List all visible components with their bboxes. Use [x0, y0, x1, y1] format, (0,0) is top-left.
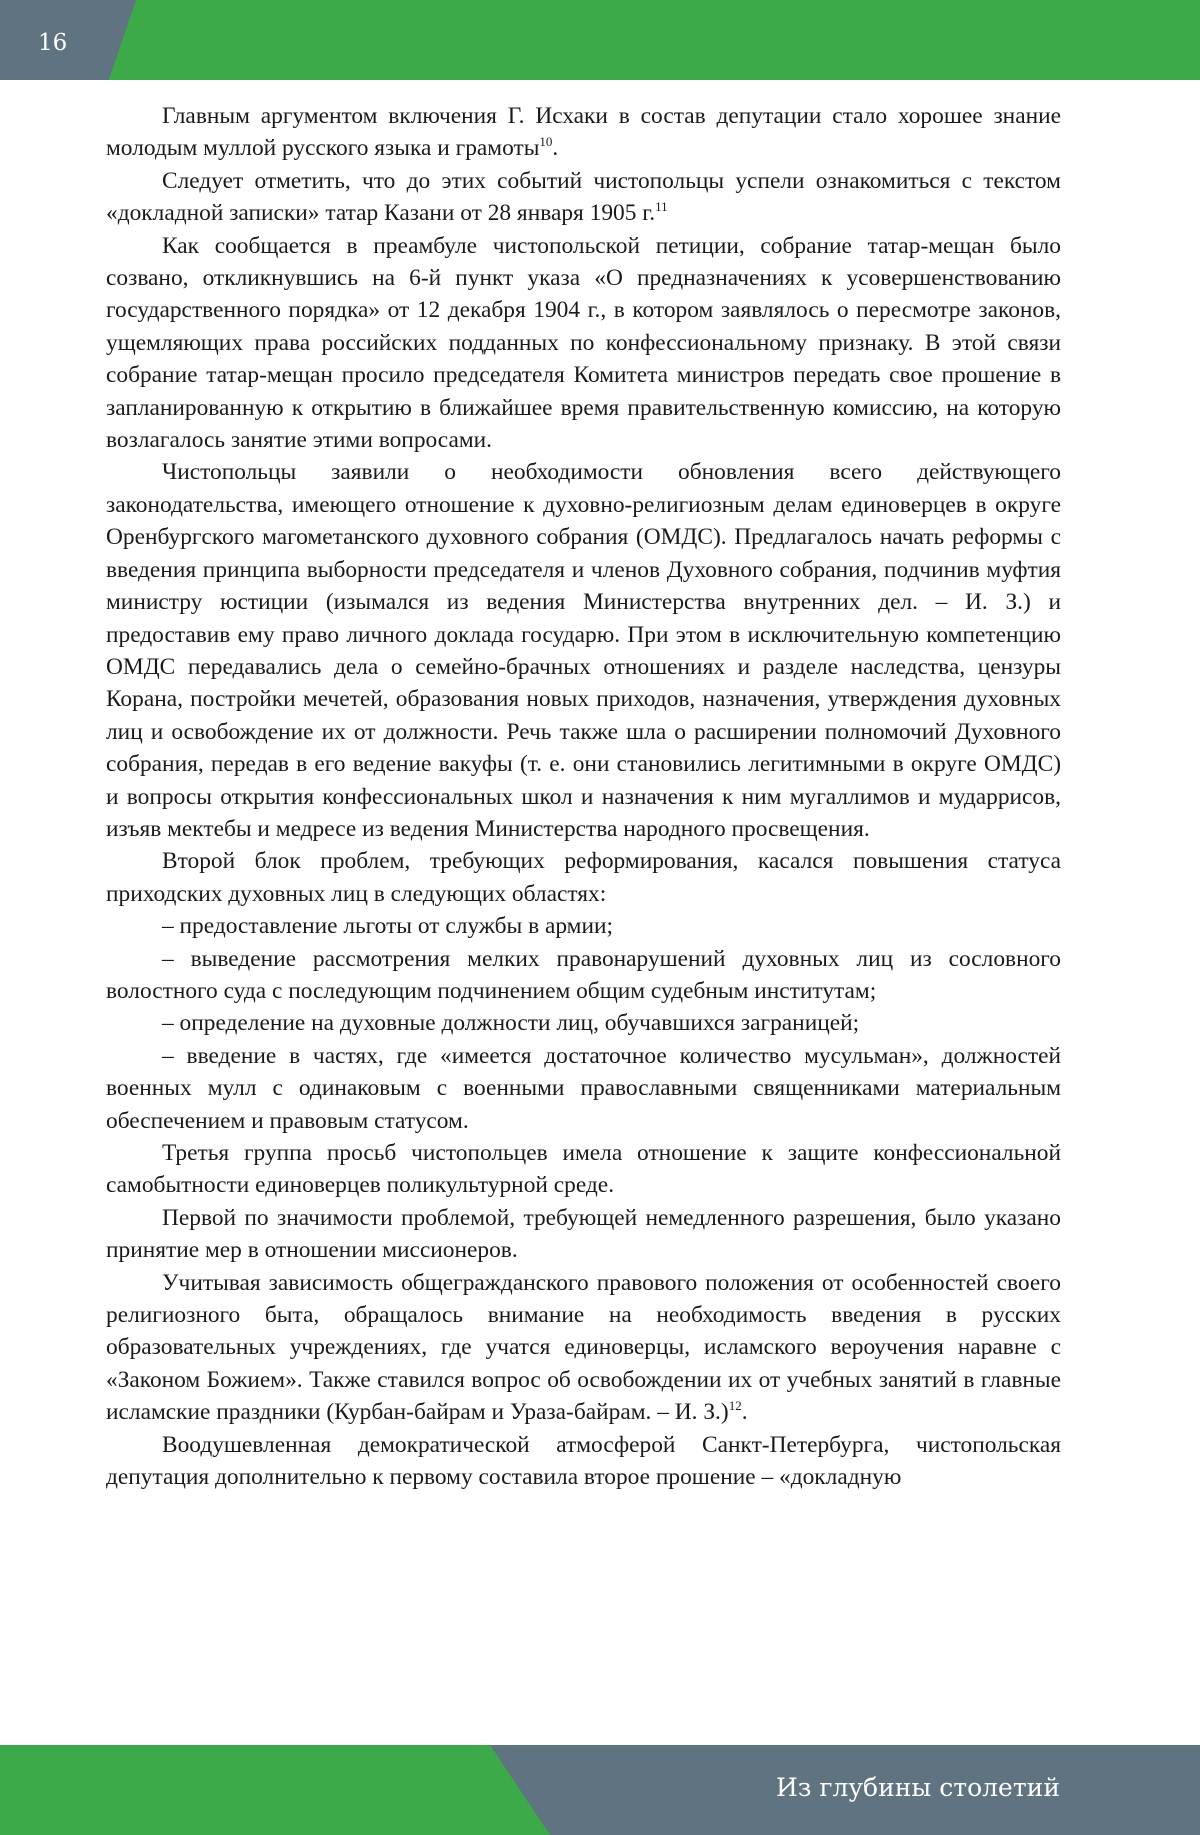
article-body	[106, 100, 1061, 1493]
header-bar	[0, 0, 1200, 80]
paragraph: Как сообщается в преамбуле чистопольской петиции, собрание татар-мещан было созвано, откликнувшись на 6-й пункт указа «О предназначениях к усовершенствованию государственного порядка» от 12 декабря 1904 г., в котором заявлялось о пересмотре законов, ущемляющих права российских подданных по конфессиональному признаку. В этой связи собрание татар-мещан просило председателя Комитета министров передать свое прошение в запланированную к открытию в ближайшее время правительственную комиссию, на которую возлагалось занятие этими вопросами.	[106, 232, 1061, 454]
footer-bar	[0, 1745, 1200, 1835]
paragraph: Следует отметить, что до этих событий чистопольцы успели ознакомиться с текстом «докладной записки» татар Казани от 28 января 1905 г.$^{11}$	[106, 167, 1061, 227]
paragraph: Главным аргументом включения Г. Исхаки в состав депутации стало хорошее знание молодым муллой русского языка и грамоты$^{10}$.	[106, 103, 1061, 162]
paragraph: Третья группа просьб чистопольцев имела отношение к защите конфессиональной самобытности единоверцев поликультурной среде.	[106, 1140, 1061, 1199]
list-item: – определение на духовные должности лиц, обучавшихся заграницей;	[162, 1010, 860, 1037]
paragraph: Учитывая зависимость общегражданского правового положения от особенностей своего религиозного быта, обращалось внимание на необходимость введения в русских образовательных учреждениях, где учатся единоверцы, исламского вероучения наравне с «Законом Божием». Также ставился вопрос об освобождении их от учебных занятий в главные исламские праздники (Курбан-байрам и Ураза-байрам. – И. З.)$^{12}$.	[106, 1269, 1061, 1426]
page-number: 16	[38, 30, 68, 56]
running-title: Из глубины столетий	[775, 1773, 1060, 1802]
footnote-ref: 12	[728, 1398, 742, 1414]
footnote-ref: 10	[539, 134, 553, 150]
paragraph: Чистопольцы заявили о необходимости обновления всего действующего законодательства, имеющего отношение к духовно-религиозным делам единоверцев в округе Оренбургского магометанского духовного собрания (ОМДС). Предлагалось начать реформы с введения принципа выборности председателя и членов Духовного собрания, подчинив муфтия министру юстиции (изымался из ведения Министерства внутренних дел. – И. З.) и предоставив ему право личного доклада государю. При этом в исключительную компетенцию ОМДС передавались дела о семейно-брачных отношениях и разделе наследства, цензуры Корана, постройки мечетей, образования новых приходов, назначения, утверждения духовных лиц и освобождение их от должности. Речь также шла о расширении полномочий Духовного собрания, передав в его ведение вакуфы (т. е. они становились легитимными в округе ОМДС) и вопросы открытия конфессиональных школ и назначения к ним мугаллимов и мударрисов, изъяв мектебы и медресе из ведения Министерства народного просвещения.	[106, 459, 1061, 842]
paragraph: Воодушевленная демократической атмосферой Санкт-Петербурга, чистопольская депутация дополнительно к первому составила второе прошение – «докладную	[106, 1431, 1061, 1491]
page-number-tab	[0, 0, 136, 80]
footnote-ref: 11	[655, 199, 668, 215]
paragraph: Первой по значимости проблемой, требующей немедленного разрешения, было указано принятие мер в отношении миссионеров.	[106, 1204, 1061, 1264]
paragraph: Второй блок проблем, требующих реформирования, касался повышения статуса приходских духовных лиц в следующих областях:	[106, 848, 1061, 907]
list-item: – выведение рассмотрения мелких правонарушений духовных лиц из сословного волостного суда с последующим подчинением общим судебным институтам;	[106, 945, 1061, 1004]
list-item: – предоставление льготы от службы в армии;	[162, 913, 614, 940]
list-item: – введение в частях, где «имеется достаточное количество мусульман», должностей военных мулл с одинаковым с военными православными священниками материальным обеспечением и правовым статусом.	[106, 1042, 1061, 1134]
